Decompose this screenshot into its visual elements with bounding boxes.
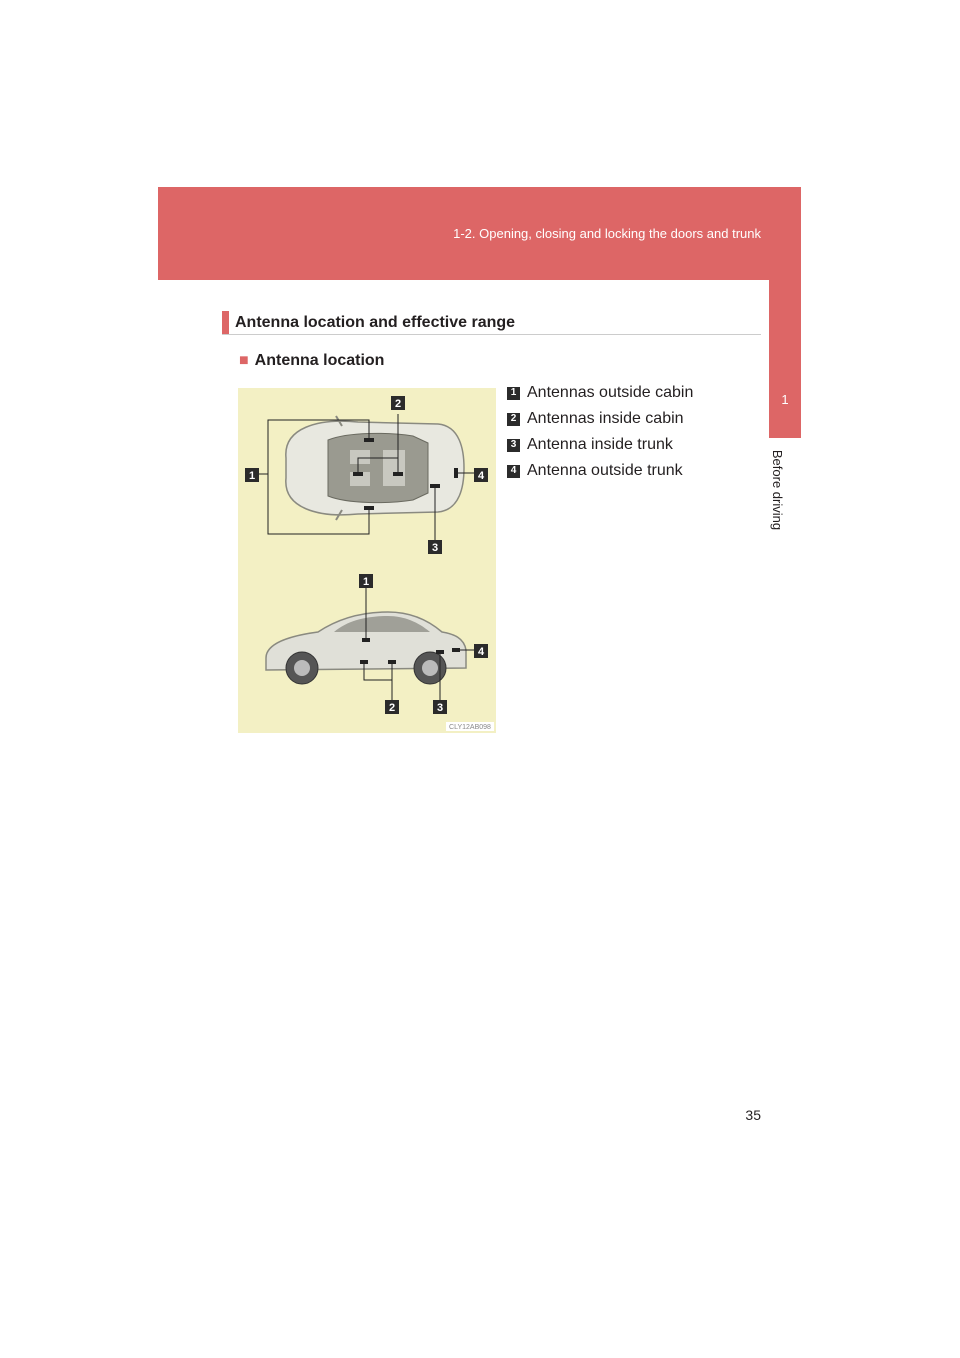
legend-item <box>507 458 693 484</box>
legend-item <box>507 406 693 432</box>
page-number: 35 <box>745 1107 761 1123</box>
callout-1-side: 1 <box>362 576 370 588</box>
callout-2-side: 2 <box>388 702 396 714</box>
antenna-mark <box>362 638 370 642</box>
number-badge: 4 <box>507 465 520 478</box>
car-diagram <box>238 388 496 733</box>
antenna-location-figure <box>238 388 496 733</box>
legend-item <box>507 432 693 458</box>
antenna-legend <box>507 380 693 484</box>
figure-code: CLY12AB098 <box>449 724 491 731</box>
section-title: 1-2. Opening, closing and locking the doors and trunk <box>453 226 761 241</box>
callout-1-top: 1 <box>248 470 256 482</box>
antenna-mark <box>353 472 363 476</box>
antenna-mark <box>454 468 458 478</box>
antenna-mark <box>360 660 368 664</box>
callout-2-top: 2 <box>394 398 402 410</box>
antenna-mark <box>430 484 440 488</box>
sub-heading <box>239 352 384 370</box>
section-heading <box>222 311 761 335</box>
callout-4-top: 4 <box>477 470 485 482</box>
antenna-mark <box>388 660 396 664</box>
sub-heading-text: Antenna location <box>254 352 385 369</box>
antenna-mark <box>393 472 403 476</box>
callout-4-side: 4 <box>477 646 485 658</box>
number-badge: 2 <box>507 413 520 426</box>
antenna-mark <box>452 648 460 652</box>
heading-accent-bar <box>222 311 229 334</box>
legend-label: Antennas inside cabin <box>527 410 684 427</box>
callout-3-top: 3 <box>431 542 439 554</box>
section-heading-text: Antenna location and effective range <box>235 314 516 331</box>
car-top-view <box>286 416 464 520</box>
number-badge: 3 <box>507 439 520 452</box>
legend-label: Antenna outside trunk <box>527 462 683 479</box>
legend-label: Antenna inside trunk <box>527 436 673 453</box>
square-bullet-icon: ■ <box>239 352 249 369</box>
chapter-number: 1 <box>781 392 789 407</box>
chapter-label: Before driving <box>770 449 785 531</box>
antenna-mark <box>436 650 444 654</box>
antenna-mark <box>364 506 374 510</box>
antenna-mark <box>364 438 374 442</box>
legend-label: Antennas outside cabin <box>527 384 694 401</box>
callout-3-side: 3 <box>436 702 444 714</box>
chapter-tab <box>769 280 801 438</box>
legend-item <box>507 380 693 406</box>
number-badge: 1 <box>507 387 520 400</box>
